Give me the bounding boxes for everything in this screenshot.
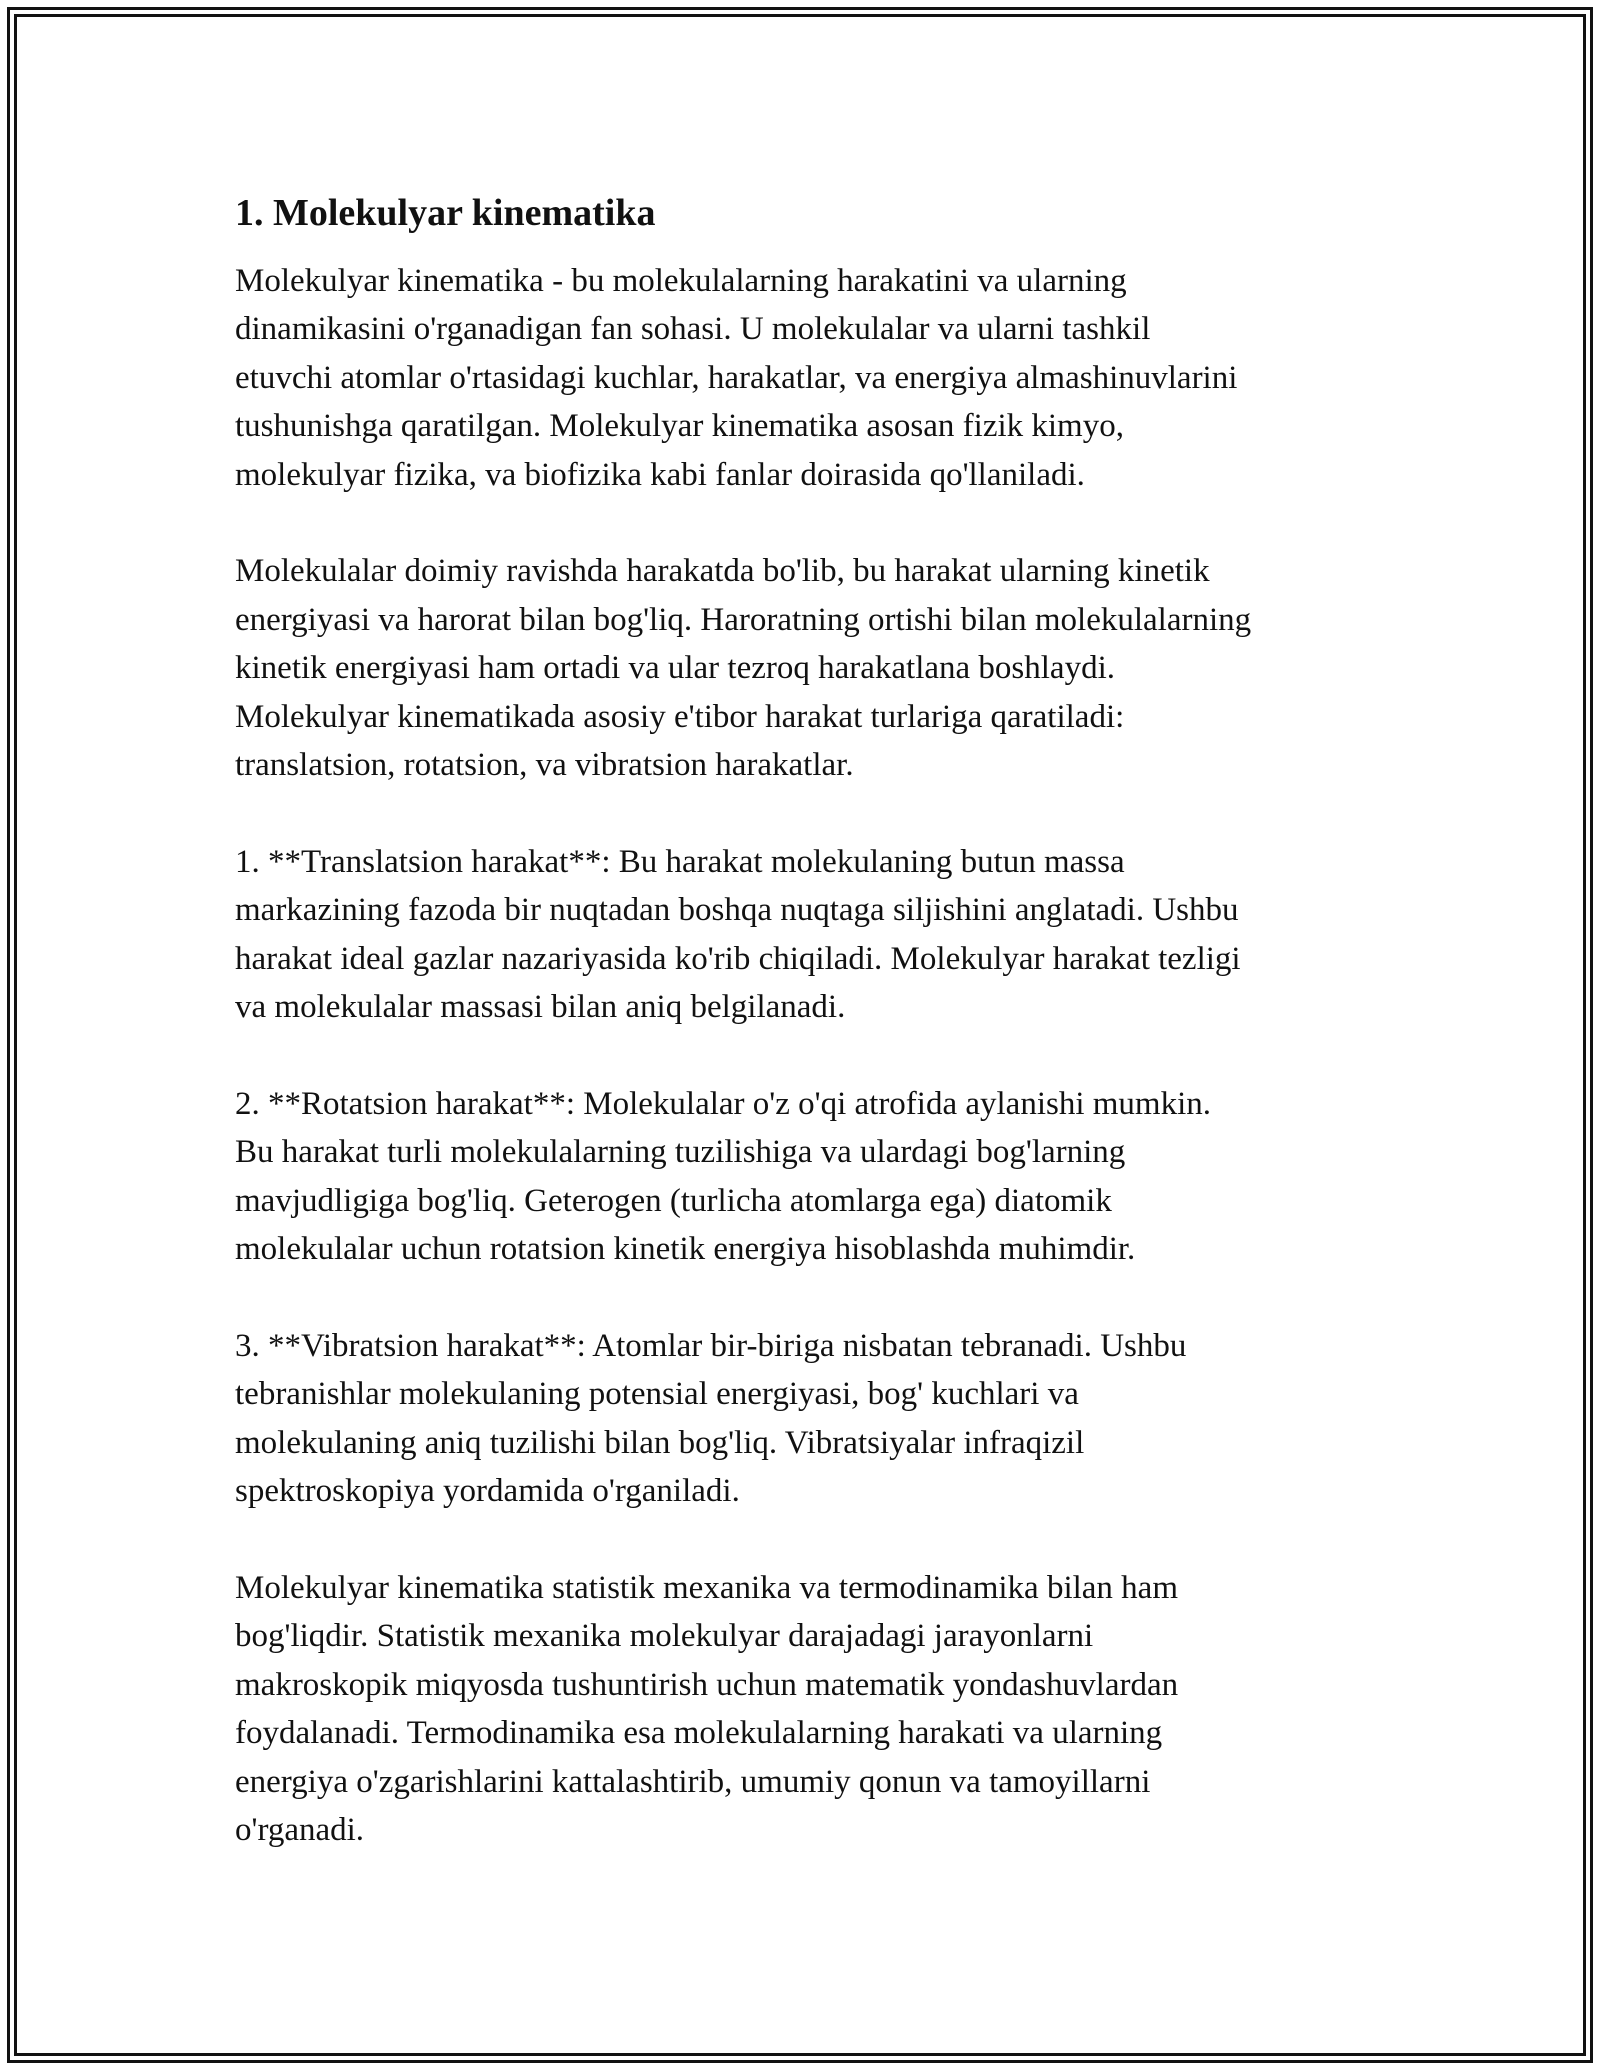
text-line: bog'liqdir. Statistik mexanika molekulyar darajadagi jarayonlarni <box>235 1618 1094 1655</box>
paragraph-2 <box>235 547 1375 789</box>
text-line: mavjudligiga bog'liq. Geterogen (turlicha atomlarga ega) diatomik <box>235 1182 1112 1219</box>
text-line: Molekulyar kinematika - bu molekulalarning harakatini va ularning <box>235 263 1127 299</box>
text-line: 3. **Vibratsion harakat**: Atomlar bir-biriga nisbatan tebranadi. Ushbu <box>235 1327 1187 1364</box>
text-line: markazining fazoda bir nuqtadan boshqa nuqtaga siljishini anglatadi. Ushbu <box>235 892 1239 929</box>
text-line: 1. **Translatsion harakat**: Bu harakat molekulaning butun massa <box>235 843 1125 880</box>
paragraph-6 <box>235 1564 1375 1854</box>
text-line: kinetik energiyasi ham ortadi va ular tezroq harakatlana boshlaydi. <box>235 650 1115 687</box>
paragraph-3 <box>235 838 1375 1032</box>
text-line: Molekulyar kinematikada asosiy e'tibor harakat turlariga qaratiladi: <box>235 698 1125 735</box>
text-line: molekulalar uchun rotatsion kinetik energiya hisoblashda muhimdir. <box>235 1231 1136 1268</box>
text-line: tushunishga qaratilgan. Molekulyar kinematika asosan fizik kimyo, <box>235 408 1124 445</box>
paragraph-4 <box>235 1080 1375 1274</box>
text-line: molekulyar fizika, va biofizika kabi fanlar doirasida qo'llaniladi. <box>235 456 1085 493</box>
text-line: Molekulyar kinematika statistik mexanika va termodinamika bilan ham <box>235 1569 1178 1606</box>
text-line: va molekulalar massasi bilan aniq belgilanadi. <box>235 989 846 1026</box>
text-line: o'rganadi. <box>235 1811 365 1848</box>
paragraph-1 <box>235 257 1375 499</box>
text-line: harakat ideal gazlar nazariyasida ko'rib chiqiladi. Molekulyar harakat tezligi <box>235 940 1241 977</box>
paragraph-5 <box>235 1322 1375 1516</box>
text-line: molekulaning aniq tuzilishi bilan bog'liq. Vibratsiyalar infraqizil <box>235 1424 1085 1461</box>
text-line: dinamikasini o'rganadigan fan sohasi. U molekulalar va ularni tashkil <box>235 311 1151 348</box>
document-title: 1. Molekulyar kinematika <box>235 192 656 234</box>
text-line: tebranishlar molekulaning potensial energiyasi, bog' kuchlari va <box>235 1376 1079 1413</box>
text-line: 2. **Rotatsion harakat**: Molekulalar o'z o'qi atrofida aylanishi mumkin. <box>235 1085 1212 1122</box>
text-line: etuvchi atomlar o'rtasidagi kuchlar, harakatlar, va energiya almashinuvlarini <box>235 359 1238 396</box>
document-body <box>235 257 1375 1854</box>
text-line: spektroskopiya yordamida o'rganiladi. <box>235 1473 740 1510</box>
text-line: makroskopik miqyosda tushuntirish uchun matematik yondashuvlardan <box>235 1666 1179 1703</box>
document-content <box>235 183 1375 1903</box>
text-line: Molekulalar doimiy ravishda harakatda bo'lib, bu harakat ularning kinetik <box>235 553 1210 590</box>
text-line: translatsion, rotatsion, va vibratsion harakatlar. <box>235 747 854 784</box>
text-line: energiyasi va harorat bilan bog'liq. Haroratning ortishi bilan molekulalarning <box>235 601 1252 638</box>
text-line: Bu harakat turli molekulalarning tuzilishiga va ulardagi bog'larning <box>235 1134 1126 1171</box>
text-line: foydalanadi. Termodinamika esa molekulalarning harakati va ularning <box>235 1715 1163 1752</box>
text-line: energiya o'zgarishlarini kattalashtirib, umumiy qonun va tamoyillarni <box>235 1763 1151 1800</box>
